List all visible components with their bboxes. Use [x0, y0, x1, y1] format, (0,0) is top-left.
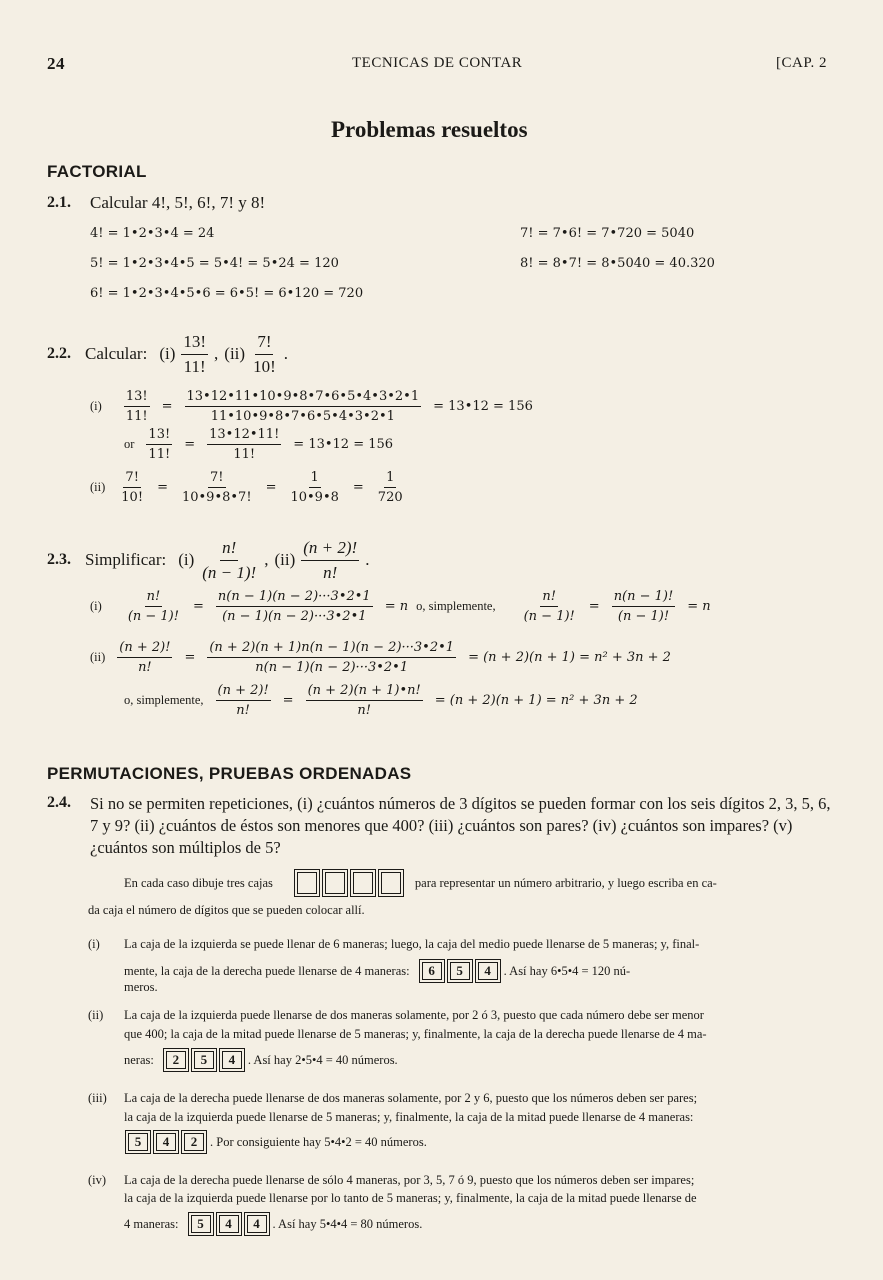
problem-text-2-1: Calcular 4!, 5!, 6!, 7! y 8! [90, 193, 266, 212]
solution-2-2-ii: (ii) $\frac{7!}{10!}$ = $\frac{7!}{10•9•8•7!}$ = $\frac{1}{10•9•8}$ = $\frac{1}{720}$ [90, 469, 403, 505]
answer-boxes: 6 5 4 [418, 959, 502, 983]
fraction: $\frac{7!}{10!}$ [253, 331, 276, 376]
equation-line: 5! = 1•2•3•4•5 = 5•4! = 5•24 = 120 [90, 256, 339, 271]
item-text: La caja de la derecha puede llenarse de dos maneras solamente, por 2 y 6, puesto que los números deben ser pares; [124, 1091, 698, 1105]
item-text: la caja de la izquierda puede llenarse por lo tanto de 5 maneras; y, finalmente, la caja de la mitad puede llenarse de [124, 1191, 697, 1205]
problem-number-2-2: 2.2. [47, 345, 71, 362]
solution-2-3-simple: o, simplemente, $\frac{(n + 2)!}{n!}$ = $\frac{(n + 2)(n + 1)•n!}{n!}$ = (n + 2)(n + 1) = n² + 3n + 2 [124, 682, 638, 718]
solution-2-3-i: (i) $\frac{n!}{(n - 1)!}$ = $\frac{n(n - 1)(n - 2)\cdot\cdot\cdot 3•2•1}{(n - 1)(n - 2)\cdot\cdot\cdot 3•2•1}$ = n o, simplemente, $\frac{n!}{(n - 1)!}$ = $\frac{n(n - 1)!}{(n - 1)!}$ = n [90, 588, 711, 624]
problem-text-2-2: Calcular: [85, 344, 148, 363]
running-title: TECNICAS DE CONTAR [352, 55, 523, 71]
item-line: mente, la caja de la derecha puede llenarse de 4 maneras: 6 5 4 . Así hay 6•5•4 = 120 nú- [124, 958, 630, 984]
part-label: (i) [159, 344, 176, 363]
page-title: Problemas resueltos [331, 117, 528, 142]
item-text: La caja de la derecha puede llenarse de sólo 4 maneras, por 3, 5, 7 ó 9, puesto que los números deben ser impares; [124, 1173, 695, 1187]
page-number: 24 [47, 54, 65, 73]
item-line: 4 maneras: 5 4 4 . Así hay 5•4•4 = 80 números. [124, 1210, 422, 1238]
problem-number-2-1: 2.1. [47, 194, 71, 211]
solution-2-2-or: or $\frac{13!}{11!}$ = $\frac{13•12•11!}{11!}$ = 13•12 = 156 [124, 426, 394, 462]
equation-line: 4! = 1•2•3•4 = 24 [90, 226, 215, 241]
problem-text-2-4: Si no se permiten repeticiones, (i) ¿cuántos números de 3 dígitos se pueden formar con los seis dígitos 2, 3, 5, 6, 7 y 9? (ii) ¿cuántos de éstos son menores que 400? (iii) ¿cuántos son pares? (iv) ¿cuántos son impares? (v) ¿cuántos son múltiplos de 5? [90, 794, 831, 857]
section-heading-factorial: FACTORIAL [47, 162, 147, 181]
item-label: (iii) [88, 1091, 107, 1105]
item-label: (i) [88, 937, 100, 951]
item-text: La caja de la izquierda se puede llenar de 6 maneras; luego, la caja del medio puede llenarse de 5 maneras; y, final- [124, 937, 700, 951]
equation-line: 6! = 1•2•3•4•5•6 = 6•5! = 6•120 = 720 [90, 286, 364, 301]
answer-boxes: 5 4 2 [124, 1130, 208, 1154]
problem-number-2-4: 2.4. [47, 794, 71, 811]
fraction: $\frac{13!}{11!}$ [183, 331, 207, 376]
problem-statement-2-3: 2.3. Simplificar: (i) $\frac{n!}{(n - 1)!}$ , (ii) $\frac{(n + 2)!}{n!}$ . [47, 537, 370, 582]
solution-2-2-i: (i) $\frac{13!}{11!}$ = $\frac{13•12•11•10•9•8•7•6•5•4•3•2•1}{11•10•9•8•7•6•5•4•3•2•1}$ = 13•12 = 156 [90, 388, 533, 424]
chapter-label: [CAP. 2 [776, 55, 828, 71]
item-text: que 400; la caja de la mitad puede llenarse de 5 maneras; y, finalmente, la caja de la derecha puede llenarse de 4 ma- [124, 1027, 707, 1041]
equation-line: 7! = 7•6! = 7•720 = 5040 [520, 226, 695, 241]
section-heading-permutaciones: PERMUTACIONES, PRUEBAS ORDENADAS [47, 764, 412, 783]
intro-line-2: da caja el número de dígitos que se pueden colocar allí. [88, 903, 365, 917]
item-label: (ii) [88, 1008, 104, 1022]
item-label: (iv) [88, 1173, 107, 1187]
empty-boxes [293, 869, 405, 897]
intro-line: En cada caso dibuje tres cajas para representar un número arbitrario, y luego escriba en ca- [124, 866, 717, 900]
problem-statement-2-2: 2.2. Calcular: (i) $\frac{13!}{11!}$ , (ii) $\frac{7!}{10!}$ . [47, 331, 288, 376]
equation-line: 8! = 8•7! = 8•5040 = 40.320 [520, 256, 715, 271]
answer-boxes: 5 4 4 [187, 1212, 271, 1236]
item-text: La caja de la izquierda puede llenarse de dos maneras solamente, por 2 ó 3, puesto que cada número debe ser menor [124, 1008, 704, 1022]
answer-boxes: 2 5 4 [162, 1048, 246, 1072]
solution-2-3-ii: (ii) $\frac{(n + 2)!}{n!}$ = $\frac{(n + 2)(n + 1)n(n - 1)(n - 2)\cdot\cdot\cdot 3•2•1}{n(n - 1)(n - 2)\cdot\cdot\cdot 3•2•1}$ = (n + 2)(n + 1) = n² + 3n + 2 [90, 639, 671, 675]
problem-number-2-3: 2.3. [47, 551, 71, 568]
item-line: neras: 2 5 4 . Así hay 2•5•4 = 40 números. [124, 1046, 398, 1074]
part-label: (ii) [224, 344, 246, 363]
item-line: 5 4 2 . Por consiguiente hay 5•4•2 = 40 números. [124, 1128, 427, 1156]
problem-text-2-3: Simplificar: [85, 550, 167, 569]
item-text-tail: meros. [124, 980, 158, 994]
item-text: la caja de la izquierda puede llenarse de 5 maneras; y, finalmente, la caja de la mitad puede llenarse de 4 maneras: [124, 1110, 694, 1124]
